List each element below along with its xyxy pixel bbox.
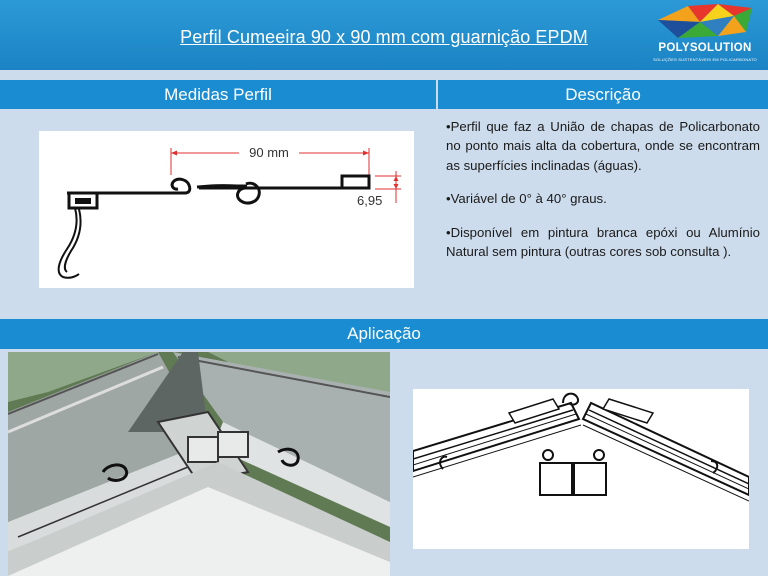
page-title: Perfil Cumeeira 90 x 90 mm com guarnição EPDM [180,27,588,47]
height-dimension-label: 6,95 [357,193,383,208]
description-section-title: Descrição [438,80,768,109]
logo-text: POLYSOLUTION [658,42,752,54]
logo-subtext: SOLUÇÕES SUSTENTÁVEIS EM POLICARBONATO [653,57,757,62]
ridge-assembly-line-drawing [413,389,749,549]
profile-cross-section-drawing [39,131,414,288]
width-dimension-label: 90 mm [249,145,289,160]
description-text [446,117,760,275]
application-section-title: Aplicação [0,319,768,349]
measures-section-title: Medidas Perfil [0,80,436,109]
description-paragraph: •Variável de 0° à 40° graus. [446,191,607,207]
ridge-installation-3d-render [8,352,390,576]
description-paragraph: •Disponível em pintura branca epóxi ou Alumínio Natural sem pintura (outras cores sob consulta ). [446,224,760,260]
profile-drawing-card [39,131,414,288]
description-paragraph: •Perfil que faz a União de chapas de Policarbonato no ponto mais alta da cobertura, onde se encontram as superfícies inclinadas (águas). [446,119,760,173]
